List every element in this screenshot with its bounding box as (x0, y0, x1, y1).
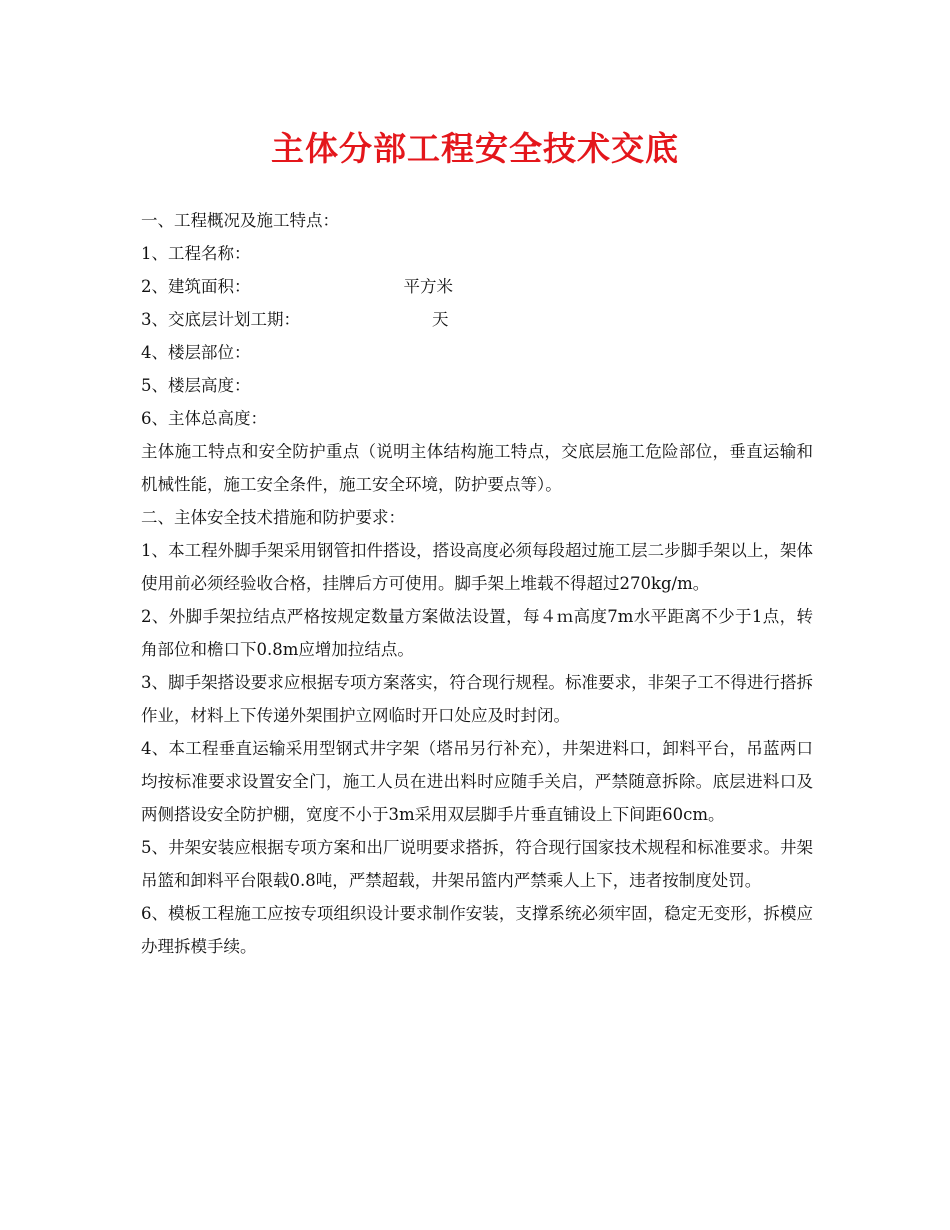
field-floor-location: 4、楼层部位： (141, 343, 251, 362)
document-body (141, 204, 813, 963)
measure-item: 6、模板工程施工应按专项组织设计要求制作安装，支撑系统必须牢固，稳定无变形，拆模应办理拆模手续。 (141, 904, 813, 956)
field-project-name: 1、工程名称： (141, 244, 251, 263)
field-building-area (141, 270, 813, 303)
field-total-height: 6、主体总高度： (141, 409, 267, 428)
field-plan-period-label: 3、交底层计划工期： (141, 310, 300, 329)
measure-item: 5、井架安装应根据专项方案和出厂说明要求搭拆，符合现行国家技术规程和标准要求。井架吊篮和卸料平台限载0.8吨，严禁超载，井架吊篮内严禁乘人上下，违者按制度处罚。 (141, 838, 813, 890)
field-plan-period (141, 303, 813, 336)
measure-item: 2、外脚手架拉结点严格按规定数量方案做法设置，每４ｍ高度7m水平距离不少于1点，转角部位和檐口下0.8m应增加拉结点。 (141, 607, 813, 659)
measure-item: 4、本工程垂直运输采用型钢式井字架（塔吊另行补充），井架进料口，卸料平台，吊蓝两口均按标准要求设置安全门，施工人员在进出料时应随手关启，严禁随意拆除。底层进料口及两侧搭设安全防护棚，宽度不小于3m采用双层脚手片垂直铺设上下间距60cm。 (141, 739, 813, 824)
field-plan-period-unit: 天 (432, 310, 449, 329)
field-building-area-label: 2、建筑面积： (141, 277, 251, 296)
section-heading-overview: 一、工程概况及施工特点： (141, 211, 339, 230)
section-heading-measures: 二、主体安全技术措施和防护要求： (141, 508, 405, 527)
field-floor-height: 5、楼层高度： (141, 376, 251, 395)
measure-item: 3、脚手架搭设要求应根据专项方案落实，符合现行规程。标准要求，非架子工不得进行搭拆作业，材料上下传递外架围护立网临时开口处应及时封闭。 (141, 673, 813, 725)
measure-item: 1、本工程外脚手架采用钢管扣件搭设，搭设高度必须每段超过施工层二步脚手架以上，架体使用前必须经验收合格，挂牌后方可使用。脚手架上堆载不得超过270kg/m。 (141, 541, 813, 593)
document-title: 主体分部工程安全技术交底 (271, 129, 679, 168)
features-note: 主体施工特点和安全防护重点（说明主体结构施工特点，交底层施工危险部位，垂直运输和机械性能，施工安全条件，施工安全环境，防护要点等）。 (141, 442, 813, 494)
field-building-area-unit: 平方米 (403, 277, 453, 296)
